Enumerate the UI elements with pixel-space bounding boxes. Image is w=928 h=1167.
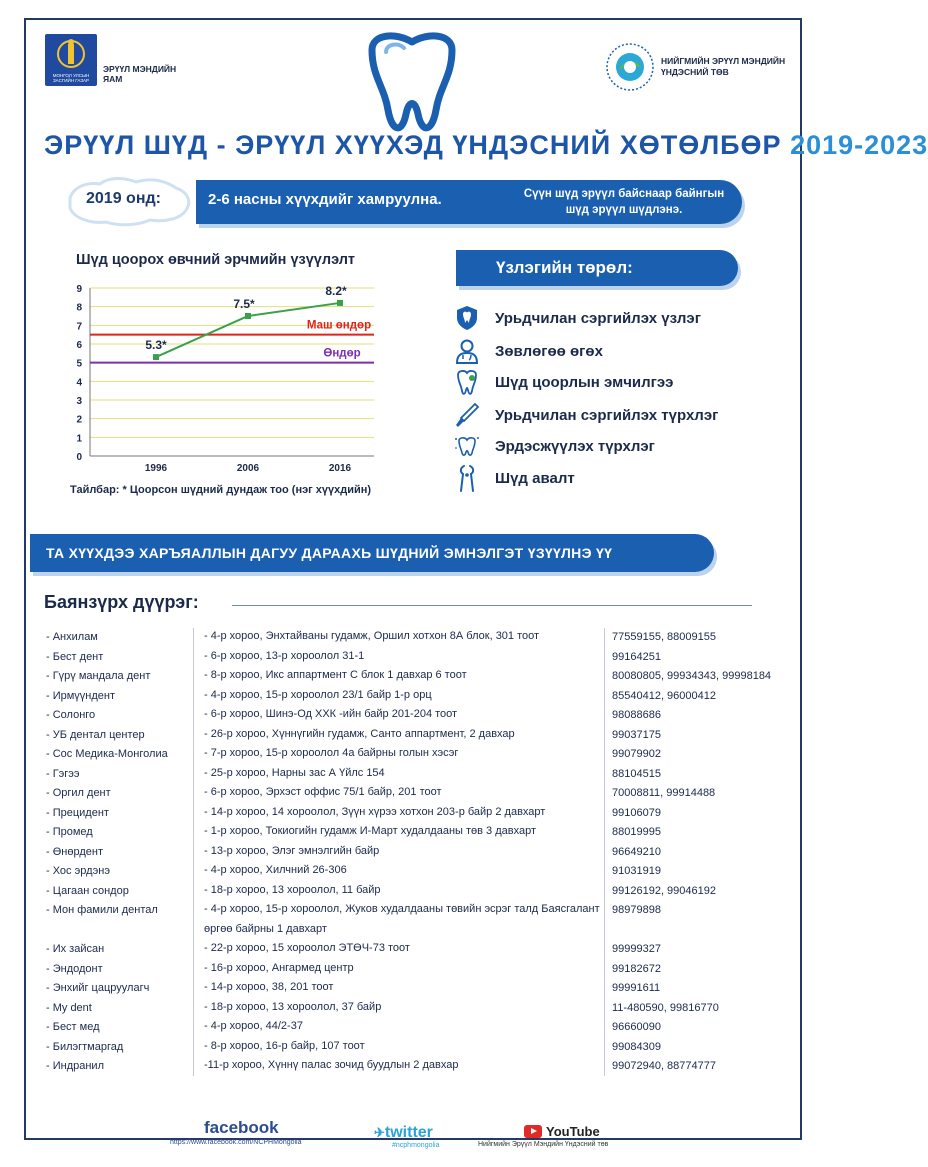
tooth-drill-icon <box>453 368 481 396</box>
year-label: 2019 онд: <box>86 190 161 207</box>
clinic-name: - УБ дентал центер <box>46 728 145 741</box>
clinic-name: - Солонго <box>46 709 96 721</box>
clinic-phone: 77559155, 88009155 <box>612 631 716 643</box>
ncph-logo-block <box>605 42 801 92</box>
y-tick-label: 6 <box>76 340 82 351</box>
forceps-icon <box>453 464 481 492</box>
page-title-years: 2019-2023 <box>790 130 928 160</box>
facebook-logo: facebook <box>204 1118 279 1137</box>
table-row <box>46 1060 806 1080</box>
page-title-text: ЭРҮҮЛ ШҮД - ЭРҮҮЛ ХҮҮХЭД ҮНДЭСНИЙ ХӨТӨЛБӨР <box>44 130 782 160</box>
table-row <box>46 904 806 943</box>
twitter-handle: #ncphmongolia <box>392 1142 440 1149</box>
coverage-banner-sub: Сүүн шүд эрүүл байснаар байнгын шүд эрүүл шүдлэнэ. <box>523 188 725 216</box>
clinic-name: - Гэгээ <box>46 767 80 780</box>
clinic-name: - Индранил <box>46 1060 104 1072</box>
clinic-name: - Хос эрдэнэ <box>46 865 110 877</box>
clinic-name: - Прецидент <box>46 806 109 819</box>
clinic-phone: 99084309 <box>612 1040 661 1053</box>
twitter-word: twitter <box>384 1124 433 1141</box>
clinic-name: - Эндодонт <box>46 962 103 975</box>
clinic-address: - 4-р хороо, 15-р хороолол, Жуков худалдааны төвийн эсрэг талд Баясгалант өргөө байрны 1 давхарт <box>204 903 600 935</box>
ministry-name: ЭРҮҮЛ МЭНДИЙН ЯАМ <box>103 63 177 84</box>
youtube-word: YouTube <box>546 1124 600 1139</box>
x-tick-label: 2016 <box>328 463 352 474</box>
clinic-phone: 88104515 <box>612 767 661 780</box>
clinic-address: - 4-р хороо, 15-р хороолол 23/1 байр 1-р орц <box>204 688 432 701</box>
y-tick-label: 8 <box>76 302 82 314</box>
chart-note: Тайлбар: * Цоорсон шүдний дундаж тоо (нэг хүүхдийн) <box>70 484 372 496</box>
clinic-address: - 4-р хороо, 44/2-37 <box>204 1020 303 1032</box>
data-label: 7.5* <box>233 297 255 311</box>
exam-item-label: Урьдчилан сэргийлэх үзлэг <box>495 309 701 327</box>
page-title <box>44 130 928 161</box>
ncph-logo-icon <box>605 42 655 92</box>
doctor-icon <box>453 337 481 365</box>
clinic-name: - Ирмүүндент <box>46 689 116 702</box>
y-tick-label: 5 <box>76 358 82 370</box>
twitter-link[interactable] <box>374 1124 464 1149</box>
clinic-address: - 16-р хороо, Ангармед центр <box>204 961 354 974</box>
clinic-phone: 80080805, 99934343, 99998184 <box>612 670 772 682</box>
clinic-address: - 26-р хороо, Хүннүгийн гудамж, Санто аппартмент, 2 давхар <box>204 727 515 740</box>
exam-item <box>453 432 655 460</box>
clinic-address: - 6-р хороо, Эрхэст оффис 75/1 байр, 201 тоот <box>204 786 442 798</box>
clinic-address: - 4-р хороо, Энхтайваны гудамж, Оршил хотхон 8А блок, 301 тоот <box>204 630 540 642</box>
facebook-url: https://www.facebook.com/NCPHMongolia <box>170 1139 302 1146</box>
exam-item <box>453 337 603 365</box>
exam-item-label: Шүд цоорлын эмчилгээ <box>495 373 674 391</box>
data-point <box>337 300 343 306</box>
exam-types-heading <box>456 250 738 286</box>
section-banner-text: ТА ХҮҮХДЭЭ ХАРЪЯАЛЛЫН ДАГУУ ДАРААХЬ ШҮДНИЙ ЭМНЭЛГЭТ ҮЗҮҮЛНЭ ҮҮ <box>46 545 613 561</box>
youtube-caption: Нийгмийн Эрүүл Мэндийн Үндэсний төв <box>478 1141 609 1148</box>
facebook-link[interactable] <box>170 1118 330 1146</box>
clinic-phone: 91031919 <box>612 865 661 877</box>
clinic-phone: 11-480590, 99816770 <box>612 1001 719 1014</box>
clinic-phone: 99072940, 88774777 <box>612 1060 716 1072</box>
emblem-caption: МОНГОЛ УЛСЫН ЗАСГИЙН ГАЗАР <box>52 73 90 84</box>
clinic-address: - 7-р хороо, 15-р хороолол 4а байрны голын хэсэг <box>204 747 459 759</box>
ministry-logo-block <box>45 34 193 86</box>
youtube-link[interactable] <box>478 1124 648 1148</box>
twitter-logo <box>374 1124 464 1142</box>
y-tick-label: 3 <box>76 396 82 407</box>
clinic-name: - Билэгтмаргад <box>46 1040 124 1053</box>
clinic-name: - Цагаан сондор <box>46 884 129 897</box>
clinic-name: - Өнөрдент <box>46 845 103 858</box>
clinic-name: - Промед <box>46 826 93 838</box>
exam-item-label: Зөвлөгөө өгөх <box>495 342 603 360</box>
exam-item-label: Урьдчилан сэргийлэх түрхлэг <box>495 406 719 424</box>
clinic-address: - 14-р хороо, 14 хороолол, Зүүн хүрээ хотхон 203-р байр 2 давхарт <box>204 805 546 818</box>
clinic-phone: 99037175 <box>612 728 661 741</box>
exam-types-heading-text: Үзлэгийн төрөл: <box>496 258 633 277</box>
clinic-address: - 8-р хороо, Икс аппартмент С блок 1 давхар 6 тоот <box>204 669 467 681</box>
reference-line-label: Өндөр <box>323 347 361 360</box>
clinic-address: - 18-р хороо, 13 хороолол, 11 байр <box>204 883 381 896</box>
clinic-phone: 99999327 <box>612 943 661 955</box>
clinic-name: - Оргил дент <box>46 787 111 799</box>
clinic-phone: 96660090 <box>612 1021 661 1033</box>
clinic-phone: 70008811, 99914488 <box>612 787 716 799</box>
y-tick-label: 7 <box>76 321 82 333</box>
y-tick-label: 0 <box>76 452 82 463</box>
x-tick-label: 2006 <box>236 463 260 474</box>
clinic-phone: 99106079 <box>612 806 661 819</box>
data-label: 5.3* <box>145 338 167 353</box>
clinic-address: - 1-р хороо, Токиогийн гудамж И-Март худалдааны төв 3 давхарт <box>204 825 537 837</box>
clinic-address: - 18-р хороо, 13 хороолол, 37 байр <box>204 1000 382 1013</box>
x-tick-label: 1996 <box>144 463 168 474</box>
clinic-name: - My dent <box>46 1001 92 1014</box>
clinic-name: - Анхилам <box>46 631 98 643</box>
clinic-address: - 4-р хороо, Хилчний 26-306 <box>204 864 347 876</box>
youtube-logo <box>524 1124 648 1139</box>
y-tick-label: 9 <box>76 284 82 295</box>
clinic-phone: 85540412, 96000412 <box>612 689 716 702</box>
caries-chart <box>64 278 404 478</box>
clinic-name: - Бест дент <box>46 650 104 663</box>
district-heading: Баянзүрх дүүрэг: <box>44 592 199 612</box>
exam-item <box>453 304 701 332</box>
clinic-name: - Энхийг цацруулагч <box>46 982 150 994</box>
state-emblem-icon <box>45 34 97 86</box>
clinic-phone: 98979898 <box>612 904 661 916</box>
clinic-name: - Бест мед <box>46 1021 100 1033</box>
clinic-address: - 6-р хороо, 13-р хороолол 31-1 <box>204 649 365 662</box>
coverage-banner-main: 2-6 насны хүүхдийг хамруулна. <box>208 191 442 208</box>
clinic-list <box>46 631 806 1080</box>
clinic-name: - Их зайсан <box>46 943 105 955</box>
exam-item-label: Эрдэсжүүлэх түрхлэг <box>495 437 655 455</box>
clinic-phone: 99182672 <box>612 962 661 975</box>
clinic-phone: 99126192, 99046192 <box>612 884 716 897</box>
clinic-phone: 99079902 <box>612 748 661 760</box>
divider <box>232 605 752 606</box>
clinic-name: - Мон фамили дентал <box>46 904 158 916</box>
clinic-address: -11-р хороо, Хүннү палас зочид буудлын 2 давхар <box>204 1059 459 1071</box>
clinic-name: - Гүрү мандала дент <box>46 670 151 682</box>
clinic-phone: 99991611 <box>612 982 661 994</box>
chart-title: Шүд цоорох өвчний эрчмийн үзүүлэлт <box>76 252 356 268</box>
applicator-icon <box>453 401 481 429</box>
clinic-address: - 8-р хороо, 16-р байр, 107 тоот <box>204 1039 365 1052</box>
reference-line-label: Маш өндөр <box>306 319 372 332</box>
data-point <box>153 354 159 360</box>
clinic-phone: 96649210 <box>612 845 661 858</box>
data-label: 8.2* <box>325 283 347 298</box>
clinic-phone: 98088686 <box>612 709 661 721</box>
ncph-name: НИЙГМИЙН ЭРҮҮЛ МЭНДИЙН ҮНДЭСНИЙ ТӨВ <box>661 56 786 77</box>
shield-tooth-icon <box>453 304 481 332</box>
y-tick-label: 1 <box>76 433 82 445</box>
clinic-address: - 14-р хороо, 38, 201 тоот <box>204 981 334 993</box>
y-tick-label: 2 <box>76 414 82 426</box>
y-tick-label: 4 <box>76 377 82 389</box>
clinic-address: - 22-р хороо, 15 хороолол ЭТӨЧ-73 тоот <box>204 942 410 954</box>
tooth-logo-icon <box>352 28 472 138</box>
exam-item <box>453 368 673 396</box>
exam-item <box>453 401 718 429</box>
clinic-phone: 88019995 <box>612 826 661 838</box>
clinic-address: - 13-р хороо, Элэг эмнэлгийн байр <box>204 844 380 857</box>
coverage-banner <box>196 180 742 224</box>
clinic-name: - Сос Медика-Монголиа <box>46 748 168 760</box>
section-banner <box>30 534 714 572</box>
exam-item-label: Шүд авалт <box>495 469 575 487</box>
data-point <box>245 313 251 319</box>
clinic-phone: 99164251 <box>612 650 661 663</box>
sparkle-tooth-icon <box>453 432 481 460</box>
youtube-play-icon <box>524 1125 542 1138</box>
twitter-bird-icon: ✈ <box>374 1125 385 1140</box>
clinic-address: - 6-р хороо, Шинэ-Од ХХК -ийн байр 201-204 тоот <box>204 708 458 720</box>
clinic-address: - 25-р хороо, Нарны зас А Үйлс 154 <box>204 766 385 779</box>
exam-item <box>453 464 575 492</box>
